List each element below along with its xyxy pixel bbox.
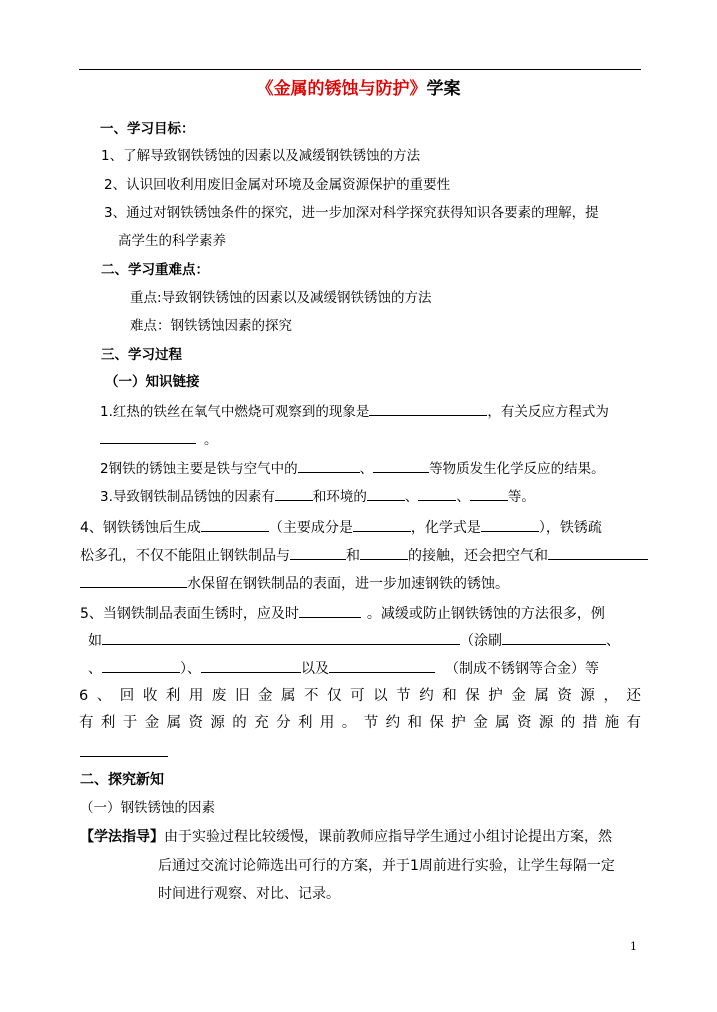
q5-text-e: 、 (606, 633, 620, 649)
question-4-line3 (80, 574, 509, 593)
answer-blank[interactable] (369, 402, 487, 416)
question-3 (100, 487, 535, 506)
difficult-point: 难点：钢铁锈蚀因素的探究 (130, 318, 292, 334)
q5-text-a: 5、当钢铁制品表面生锈时，应及时 (80, 606, 299, 622)
q4-text-e: 松多孔，不仅不能阻止钢铁制品与 (80, 548, 290, 564)
answer-blank[interactable] (102, 659, 180, 673)
q5-text-f: 、 (88, 661, 102, 677)
q5-text-g: ）、 (180, 661, 201, 677)
question-6-line3 (80, 743, 168, 762)
section-explore-heading: 二、探究新知 (80, 772, 164, 788)
q1-text-a: 1.红热的铁丝在氧气中燃烧可观察到的现象是 (100, 404, 370, 420)
answer-blank[interactable] (299, 604, 361, 618)
q5-text-b: 。减缓或防止钢铁锈蚀的方法很多，例 (366, 606, 605, 622)
q3-text-b: 和环境的 (312, 489, 367, 505)
question-2 (100, 459, 605, 478)
answer-blank[interactable] (367, 487, 405, 501)
q4-text-h: 水保留在钢铁制品的表面，进一步加速钢铁的锈蚀。 (187, 576, 509, 592)
answer-blank[interactable] (373, 459, 429, 473)
rust-factors-heading: （一）钢铁锈蚀的因素 (80, 800, 215, 816)
section-goals-heading: 一、学习目标： (100, 121, 195, 137)
q4-text-b: （主要成分是 (268, 520, 353, 536)
q2-text-c: 等物质发生化学反应的结果。 (429, 461, 605, 477)
answer-blank[interactable] (353, 518, 411, 532)
goal-2: 2、认识回收利用废旧金属对环境及金属资源保护的重要性 (104, 177, 451, 193)
answer-blank[interactable] (298, 459, 360, 473)
answer-blank[interactable] (481, 518, 539, 532)
section-process-heading: 三、学习过程 (101, 347, 182, 363)
title-suffix: 学案 (426, 79, 461, 99)
answer-blank[interactable] (329, 659, 435, 673)
goal-3-line1: 3、通过对钢铁锈蚀条件的探究，进一步加深对科学探究获得知识各要素的理解，提 (104, 205, 599, 221)
q4-text-g: 的接触，还会把空气和 (408, 548, 548, 564)
q3-text-a: 3.导致钢铁制品锈蚀的因素有 (100, 489, 275, 505)
study-guide-line2: 后通过交流讨论筛选出可行的方案，并于1周前进行实验，让学生每隔一定 (158, 858, 615, 874)
answer-blank[interactable] (360, 546, 408, 560)
q3-text-d: 、 (456, 489, 470, 505)
q2-text-b: 、 (359, 461, 374, 477)
q4-text-a: 4、钢铁锈蚀后生成 (80, 520, 201, 536)
question-1-line1 (100, 402, 609, 421)
key-point: 重点:导致钢铁锈蚀的因素以及减缓钢铁锈蚀的方法 (130, 290, 432, 306)
section-keypoints-heading: 二、学习重难点： (101, 262, 209, 278)
answer-blank[interactable] (290, 546, 346, 560)
question-4-line2 (80, 546, 648, 565)
study-guide-label: 【学法指导】 (80, 829, 164, 845)
q5-text-d: （涂刷 (460, 633, 502, 649)
q4-text-f: 和 (346, 548, 360, 564)
goal-3-line2: 高学生的科学素养 (118, 233, 226, 249)
question-5-line3 (88, 659, 599, 678)
page-number: 1 (630, 940, 637, 953)
study-guide-line1 (80, 828, 612, 846)
title-main: 《金属的锈蚀与防护》 (256, 79, 427, 99)
goal-1: 1、了解导致钢铁锈蚀的因素以及减缓钢铁锈蚀的方法 (101, 148, 421, 164)
study-guide-text-1: 由于实验过程比较缓慢，课前教师应指导学生通过小组讨论提出方案，然 (164, 829, 612, 845)
q5-text-c: 如 (88, 633, 102, 649)
q3-text-c: 、 (404, 489, 419, 505)
question-5-line1 (80, 604, 605, 623)
q5-text-i: （制成不锈钢等合金）等 (445, 661, 599, 677)
question-1-line2 (100, 430, 218, 449)
answer-blank[interactable] (201, 659, 301, 673)
question-4-line1 (80, 518, 602, 537)
q2-text-a: 2钢铁的锈蚀主要是铁与空气中的 (100, 461, 298, 477)
answer-blank[interactable] (100, 430, 196, 444)
answer-blank[interactable] (418, 487, 456, 501)
header-rule (79, 69, 641, 70)
q1-text-b: ，有关反应方程式为 (487, 404, 609, 420)
document-title (0, 80, 717, 98)
question-5-line2 (88, 631, 620, 650)
q4-text-d: ），铁锈疏 (538, 520, 602, 536)
answer-blank[interactable] (275, 487, 313, 501)
study-guide-line3: 时间进行观察、对比、记录。 (158, 886, 340, 902)
answer-blank[interactable] (80, 743, 168, 757)
answer-blank[interactable] (201, 518, 269, 532)
answer-blank[interactable] (80, 574, 187, 588)
answer-blank[interactable] (502, 631, 606, 645)
answer-blank[interactable] (548, 546, 648, 560)
q1-text-c: 。 (204, 432, 218, 448)
question-6-line2: 有利于金属资源的充分利用。节约和保护金属资源的措施有 (79, 715, 641, 731)
answer-blank[interactable] (470, 487, 508, 501)
q5-text-h: 以及 (301, 661, 329, 677)
question-6-line1: 6、回收利用废旧金属不仅可以节约和保护金属资源，还 (79, 688, 641, 704)
answer-blank[interactable] (102, 631, 460, 645)
q4-text-c: ，化学式是 (410, 520, 481, 536)
knowledge-link-heading: （一）知识链接 (105, 374, 200, 390)
q3-text-e: 等。 (507, 489, 535, 505)
